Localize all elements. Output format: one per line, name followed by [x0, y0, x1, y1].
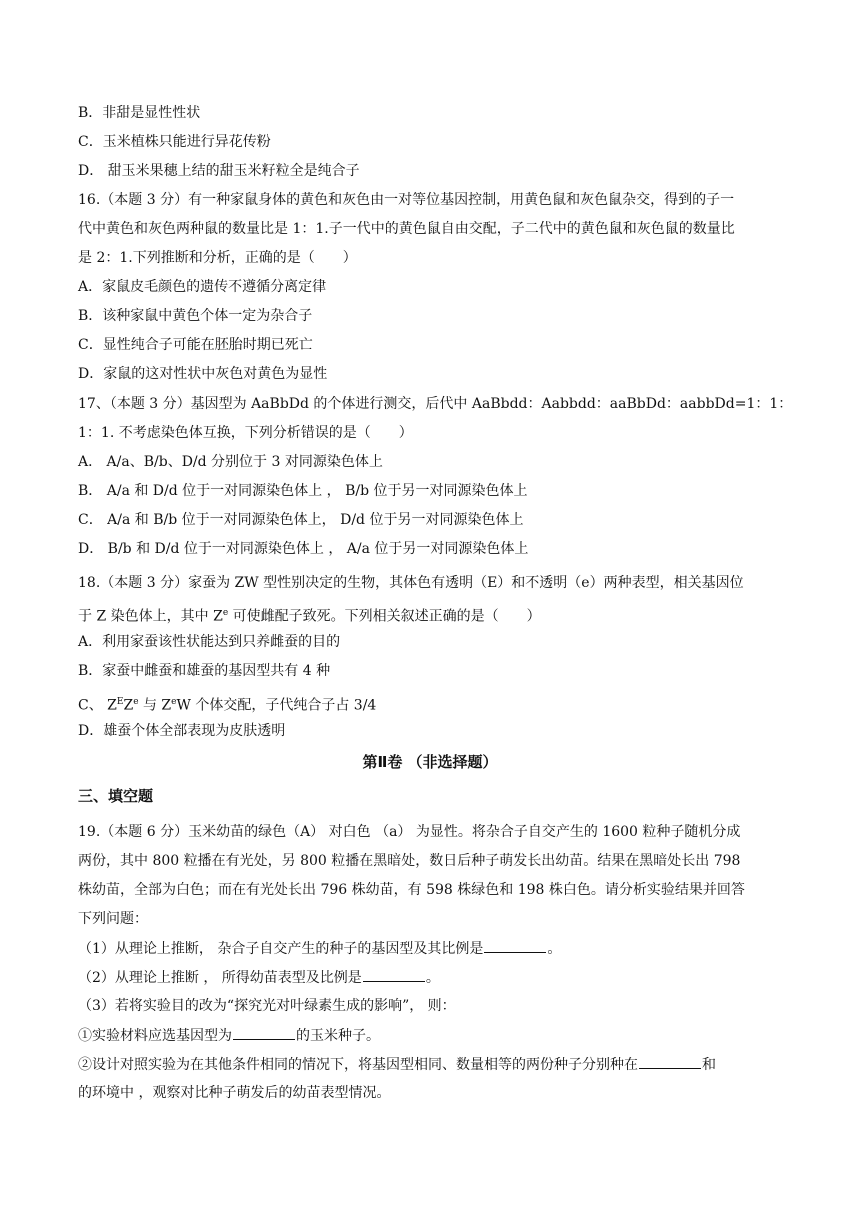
- q19-part-3-2-cont: 的环境中 ，观察对比种子萌发后的幼苗表型情况。: [78, 1085, 391, 1101]
- q19-stem-line-4: 下列问题：: [78, 911, 148, 927]
- q18-option-b: B．家蚕中雌蚕和雄蚕的基因型共有 4 种: [78, 663, 331, 679]
- q19-part-3-1: [78, 1025, 778, 1046]
- q18-option-c-text-b: Z: [123, 697, 134, 714]
- q18-option-c-sup-1: E: [116, 697, 124, 707]
- q19-part-1-end: 。: [547, 941, 562, 957]
- q19-part-1: [78, 938, 778, 959]
- q19-stem-line-3: 株幼苗，全部为白色；而在有光处长出 796 株幼苗，有 598 株绿色和 198 株白色。请分析实验结果并回答: [78, 882, 745, 898]
- q17-stem-line-2: 1：1. 不考虑染色体互换，下列分析错误的是（ ）: [78, 425, 413, 441]
- q15-option-c: C．玉米植株只能进行异花传粉: [78, 134, 271, 150]
- q17-option-d: D． B/b 和 D/d 位于一对同源染色体上 ， A/a 位于另一对同源染色体上: [78, 541, 529, 557]
- q19-part-3-2-and: 和: [702, 1057, 716, 1073]
- q16-option-c: C．显性纯合子可能在胚胎时期已死亡: [78, 337, 313, 353]
- section-2-title: 第Ⅱ卷 （非选择题）: [362, 753, 498, 771]
- q19-part-3: （3）若将实验目的改为“探究光对叶绿素生成的影响”， 则：: [78, 998, 456, 1014]
- q16-option-a: A．家鼠皮毛颜色的遗传不遵循分离定律: [78, 279, 327, 295]
- q19-part-3-2: [78, 1054, 778, 1075]
- q18-stem-text-b: 可使雌配子致死。下列相关叙述正确的是（ ）: [228, 608, 541, 625]
- q19-part-3-2-text: ②设计对照实验为在其他条件相同的情况下，将基因型相同、数量相等的两份种子分别种在: [78, 1057, 638, 1073]
- q15-option-b: B．非甜是显性性状: [78, 105, 201, 121]
- answer-blank-4[interactable]: [639, 1054, 701, 1069]
- answer-blank-2[interactable]: [363, 967, 425, 982]
- q18-option-a: A．利用家蚕该性状能达到只养雌蚕的目的: [78, 634, 341, 650]
- answer-blank-3[interactable]: [233, 1025, 295, 1040]
- q19-part-3-1-text: ①实验材料应选基因型为: [78, 1028, 232, 1044]
- q17-option-b: B． A/a 和 D/d 位于一对同源染色体上 ， B/b 位于另一对同源染色体上: [78, 483, 528, 499]
- q18-stem-line-2: [78, 603, 778, 627]
- q18-stem-superscript: e: [222, 608, 229, 618]
- q19-part-1-text: （1）从理论上推断， 杂合子自交产生的种子的基因型及其比例是: [78, 941, 484, 957]
- q16-option-d: D．家鼠的这对性状中灰色对黄色为显性: [78, 366, 328, 382]
- q18-option-c-sup-3: e: [171, 697, 177, 707]
- q17-option-c: C． A/a 和 B/b 位于一对同源染色体上， D/d 位于另一对同源染色体上: [78, 512, 524, 528]
- q19-part-2: [78, 967, 778, 988]
- q19-part-3-1-end: 的玉米种子。: [296, 1028, 380, 1044]
- q19-stem-line-2: 两份，其中 800 粒播在有光处，另 800 粒播在黑暗处，数日后种子萌发长出幼苗。结果在黑暗处长出 798: [78, 853, 741, 869]
- q18-stem-line-1: 18.（本题 3 分）家蚕为 ZW 型性别决定的生物，其体色有透明（E）和不透明（e）两种表型，相关基因位: [78, 575, 744, 591]
- q18-option-c-sup-2: e: [133, 697, 139, 707]
- q16-option-b: B．该种家鼠中黄色个体一定为杂合子: [78, 308, 313, 324]
- q16-stem-line-1: 16.（本题 3 分）有一种家鼠身体的黄色和灰色由一对等位基因控制，用黄色鼠和灰色鼠杂交，得到的子一: [78, 192, 735, 208]
- q18-option-d: D．雄蚕个体全部表现为皮肤透明: [78, 723, 286, 739]
- q15-option-d: D． 甜玉米果穗上结的甜玉米籽粒全是纯合子: [78, 163, 360, 179]
- answer-blank-1[interactable]: [484, 938, 546, 953]
- q16-stem-line-3: 是 2：1.下列推断和分析，正确的是（ ）: [78, 250, 357, 266]
- q18-option-c: [78, 692, 778, 716]
- q18-option-c-text-a: C、 Z: [78, 697, 117, 714]
- q19-part-2-text: （2）从理论上推断 ， 所得幼苗表型及比例是: [78, 970, 362, 986]
- section-3-heading: 三、填空题: [78, 787, 154, 805]
- q17-stem-line-1: 17、（本题 3 分）基因型为 AaBbDd 的个体进行测交，后代中 AaBbdd：Aabbdd：aaBbDd：aabbDd=1：1：: [78, 396, 793, 412]
- q16-stem-line-2: 代中黄色和灰色两种鼠的数量比是 1：1.子一代中的黄色鼠自由交配，子二代中的黄色鼠和灰色鼠的数量比: [78, 221, 735, 237]
- q17-option-a: A． A/a、B/b、D/d 分别位于 3 对同源染色体上: [78, 454, 383, 470]
- q18-option-c-text-c: 与 Z: [138, 697, 172, 714]
- q19-part-2-end: 。: [425, 970, 440, 986]
- q18-stem-text-a: 于 Z 染色体上，其中 Z: [78, 608, 223, 625]
- q18-option-c-text-d: W 个体交配，子代纯合子占 3/4: [176, 697, 377, 714]
- q19-stem-line-1: 19.（本题 6 分）玉米幼苗的绿色（A） 对白色 （a） 为显性。将杂合子自交产生的 1600 粒种子随机分成: [78, 824, 741, 840]
